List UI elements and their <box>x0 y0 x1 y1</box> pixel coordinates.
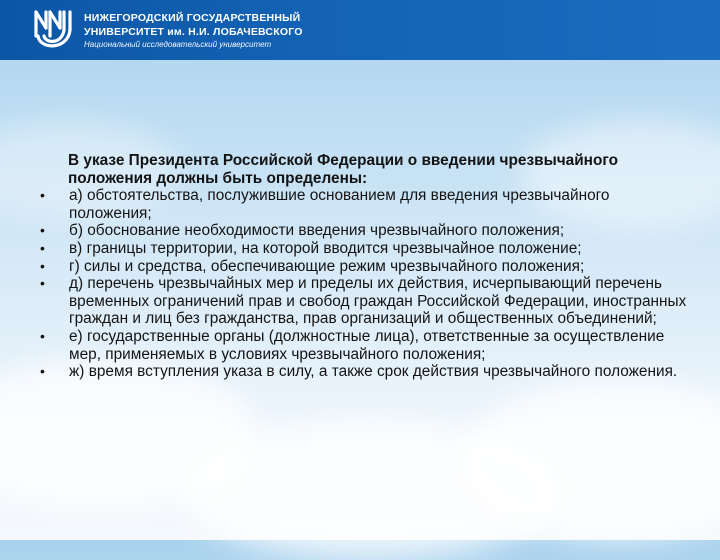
list-item: • е) государственные органы (должностные лица), ответственные за осуществление мер, применяемых в условиях чрезвычайного положения; <box>40 328 690 363</box>
university-name-line2: УНИВЕРСИТЕТ им. Н.И. ЛОБАЧЕВСКОГО <box>84 26 303 38</box>
requirements-list <box>40 187 690 381</box>
list-item: • в) границы территории, на которой вводится чрезвычайное положение; <box>40 240 690 258</box>
university-logo-icon <box>32 6 76 54</box>
list-item: • ж) время вступления указа в силу, а также срок действия чрезвычайного положения. <box>40 363 690 381</box>
list-item: • г) силы и средства, обеспечивающие режим чрезвычайного положения; <box>40 258 690 276</box>
university-header <box>0 0 720 60</box>
list-item: • д) перечень чрезвычайных мер и пределы их действия, исчерпывающий перечень временных ограничений прав и свобод граждан Российской Федерации, иностранных граждан и лиц без гражданства, прав организаций и общественных объединений; <box>40 275 690 328</box>
university-name-line1: НИЖЕГОРОДСКИЙ ГОСУДАРСТВЕННЫЙ <box>84 12 301 24</box>
list-item: • б) обоснование необходимости введения чрезвычайного положения; <box>40 222 690 240</box>
list-item: • а) обстоятельства, послужившие основанием для введения чрезвычайного положения; <box>40 187 690 222</box>
university-subtitle: Национальный исследовательский университет <box>84 40 272 49</box>
slide-content <box>40 152 690 381</box>
slide-intro: В указе Президента Российской Федерации о введении чрезвычайного положения должны быть определены: <box>68 152 618 187</box>
